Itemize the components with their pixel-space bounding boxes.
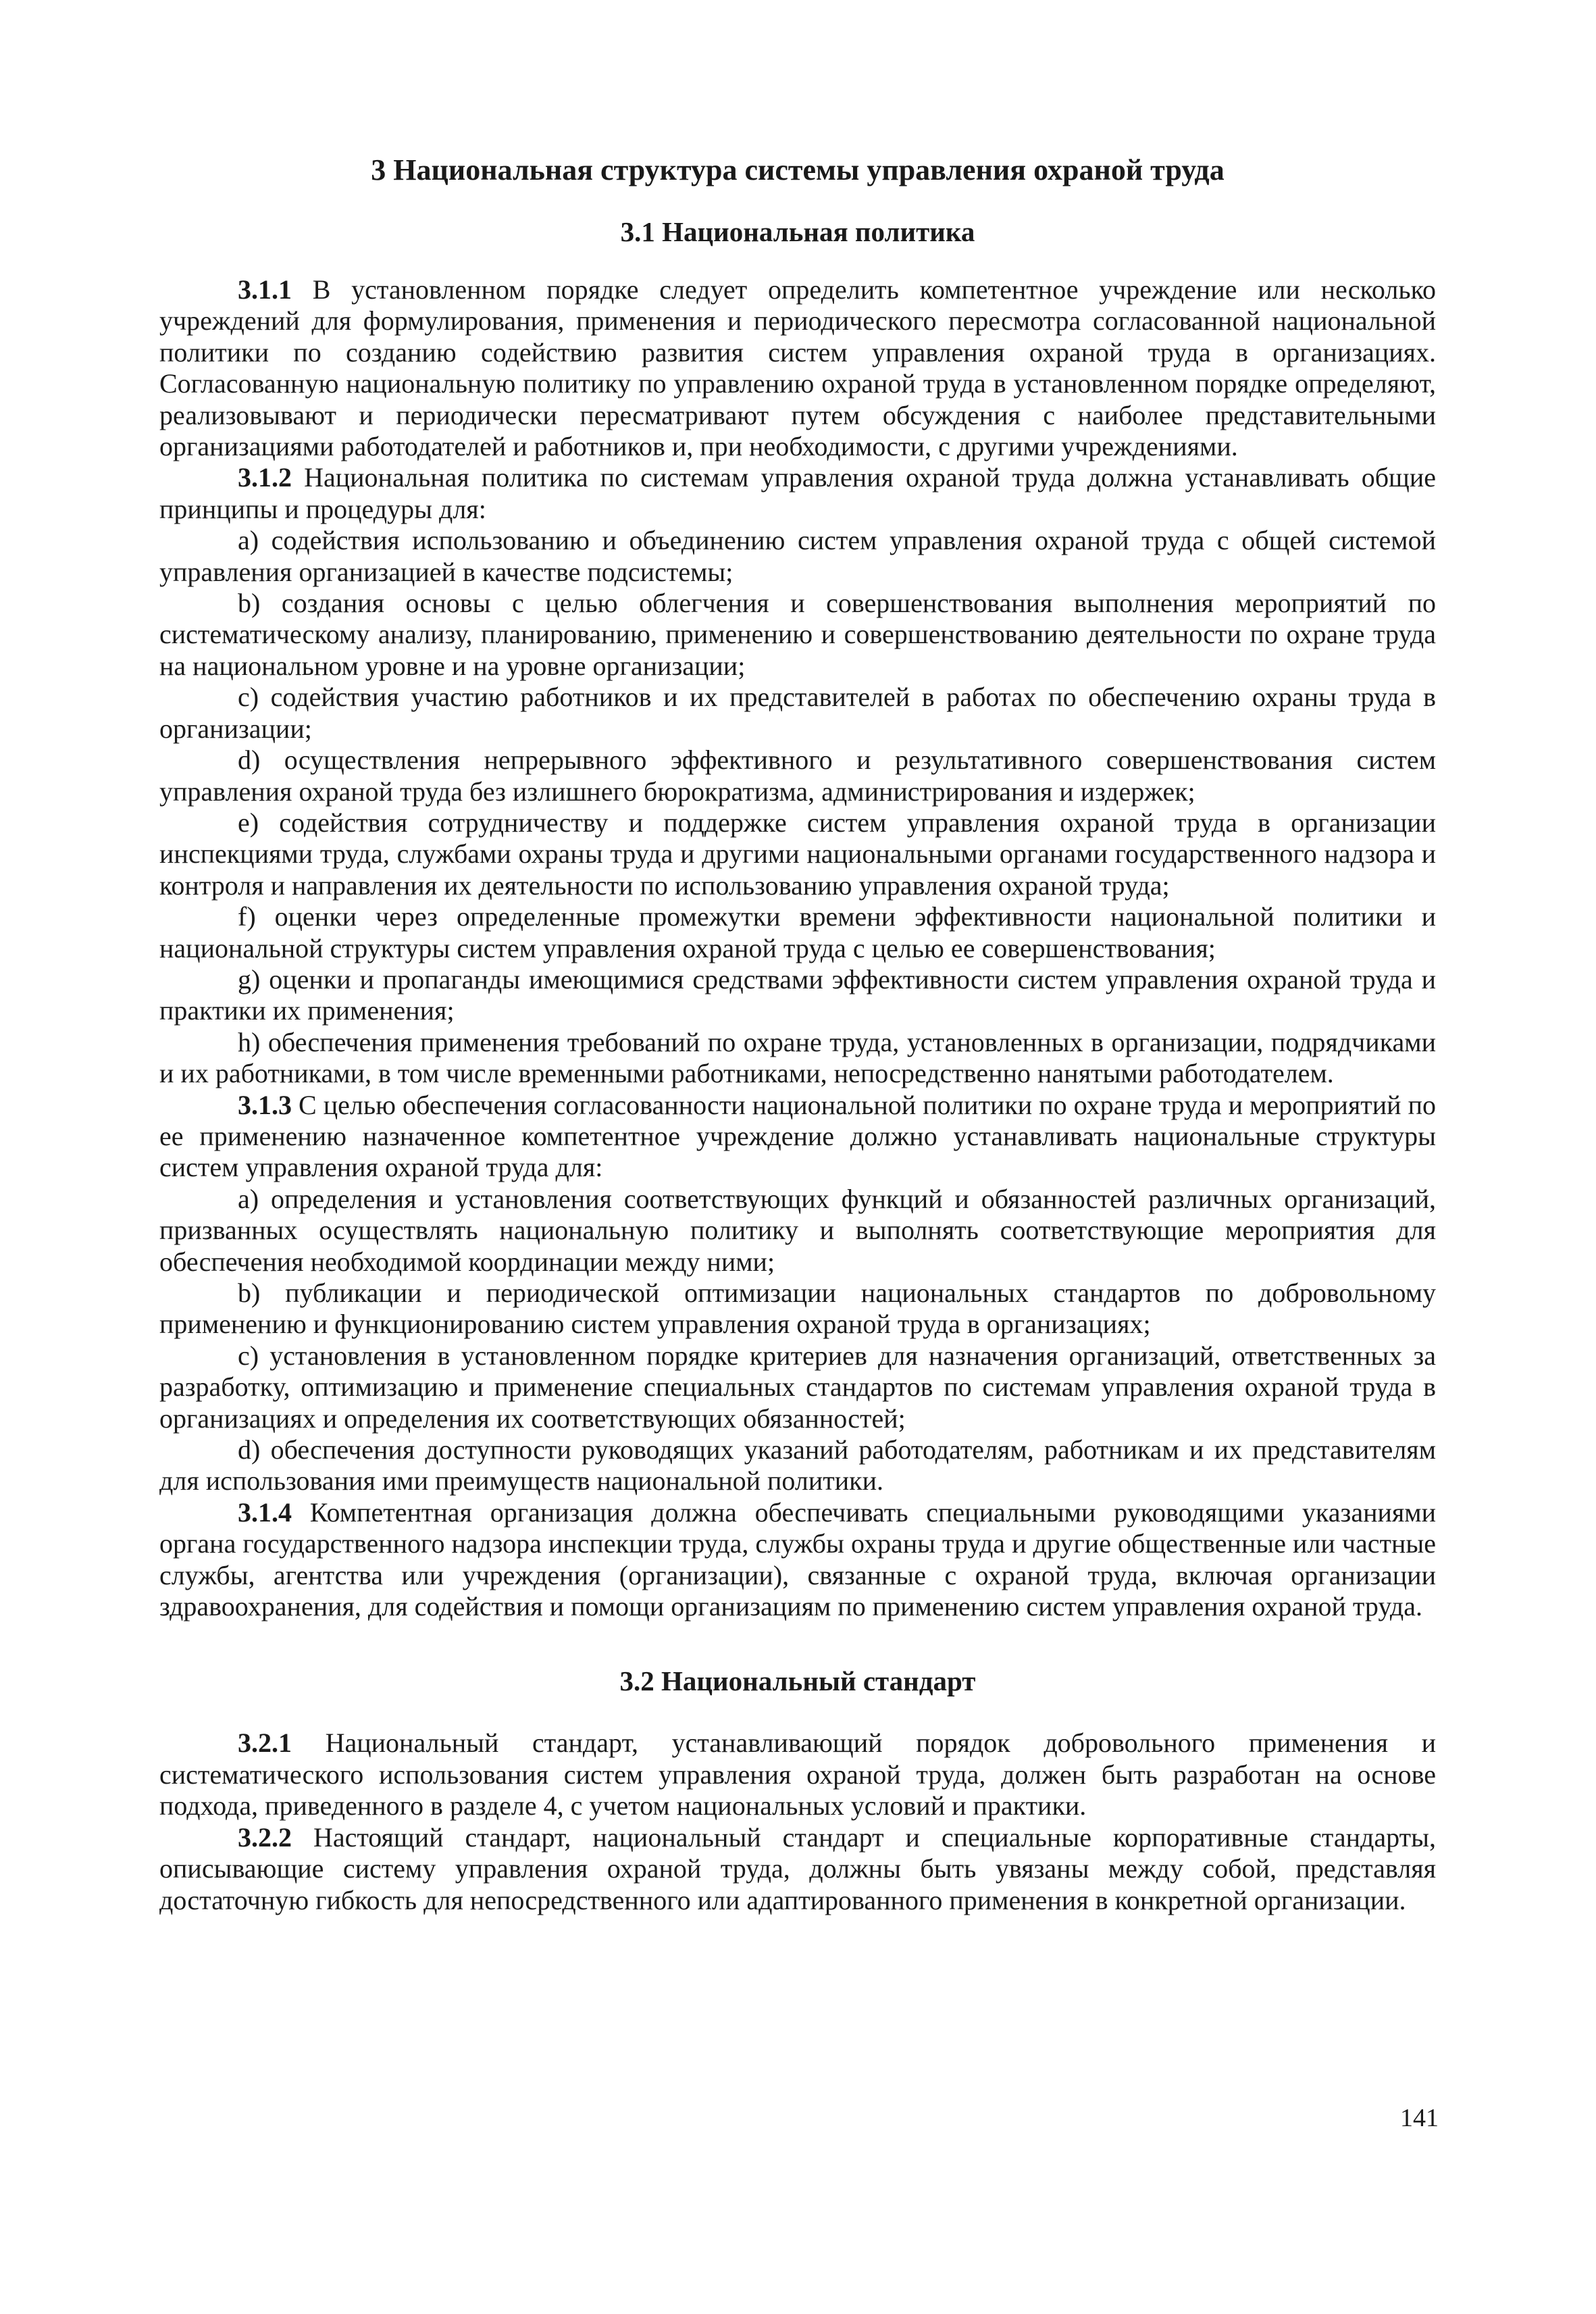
list-item-3-1-3-b: b) публикации и периодической оптимизации национальных стандартов по добровольному применению и функционированию систем управления охраной труда в организациях; xyxy=(159,1278,1436,1340)
clause-number: 3.1.2 xyxy=(238,462,292,493)
paragraph-3-1-1 xyxy=(159,274,1436,462)
list-item-3-1-2-e: e) содействия сотрудничеству и поддержке систем управления охраной труда в организации инспекциями труда, службами охраны труда и другими национальными органами государственного надзора и контроля и направления их деятельности по использованию управления охраной труда; xyxy=(159,807,1436,901)
paragraph-3-2-1 xyxy=(159,1728,1436,1821)
list-item-3-1-3-d: d) обеспечения доступности руководящих указаний работодателям, работникам и их представителям для использования ими преимуществ национальной политики. xyxy=(159,1434,1436,1496)
subsection-heading-3-2: 3.2 Национальный стандарт xyxy=(619,1665,976,1697)
clause-number: 3.2.1 xyxy=(238,1728,292,1759)
list-item-3-1-2-b: b) создания основы с целью облегчения и совершенствования выполнения мероприятий по систематическому анализу, планированию, применению и совершенствованию деятельности по охране труда на национальном уровне и на уровне организации; xyxy=(159,588,1436,681)
list-item-3-1-2-g: g) оценки и пропаганды имеющимися средствами эффективности систем управления охраной труда и практики их применения; xyxy=(159,963,1436,1026)
paragraph-3-2-2 xyxy=(159,1822,1436,1916)
list-item-3-1-2-c: c) содействия участию работников и их представителей в работах по обеспечению охраны труда в организации; xyxy=(159,682,1436,744)
subsection-heading-3-1: 3.1 Национальная политика xyxy=(620,216,975,247)
list-item-3-1-2-h: h) обеспечения применения требований по охране труда, установленных в организации, подрядчиками и их работниками, в том числе временными работниками, непосредственно нанятыми работодателем. xyxy=(159,1026,1436,1089)
paragraph-3-1-3 xyxy=(159,1090,1436,1184)
section-heading: 3 Национальная структура системы управления охраной труда xyxy=(371,153,1225,186)
list-item-3-1-2-d: d) осуществления непрерывного эффективного и результативного совершенствования систем управления охраной труда без излишнего бюрократизма, администрирования и издержек; xyxy=(159,745,1436,807)
paragraph-text: Национальный стандарт, устанавливающий порядок добровольного применения и систематического использования систем управления охраной труда, должен быть разработан на основе подхода, приведенного в разделе 4, с учетом национальных условий и практики. xyxy=(159,1728,1436,1821)
clause-number: 3.1.3 xyxy=(238,1089,292,1120)
list-item-3-1-2-f: f) оценки через определенные промежутки времени эффективности национальной политики и национальной структуры систем управления охраной труда с целью ее совершенствования; xyxy=(159,901,1436,963)
paragraph-text: Национальная политика по системам управления охраной труда должна устанавливать общие принципы и процедуры для: xyxy=(159,462,1436,524)
paragraph-3-1-4 xyxy=(159,1497,1436,1623)
list-item-3-1-2-a: a) содействия использованию и объединению систем управления охраной труда с общей системой управления организацией в качестве подсистемы; xyxy=(159,525,1436,587)
page-number: 141 xyxy=(1400,2104,1439,2132)
list-item-3-1-3-c: c) установления в установленном порядке критериев для назначения организаций, ответственных за разработку, оптимизацию и применение специальных стандартов по системам управления охраной труда в организациях и определения их соответствующих обязанностей; xyxy=(159,1340,1436,1434)
clause-number: 3.1.4 xyxy=(238,1496,292,1528)
paragraph-text: В установленном порядке следует определить компетентное учреждение или несколько учреждений для формулирования, применения и периодического пересмотра согласованной национальной политики по созданию содействию развития систем управления охраной труда в организациях. Согласованную национальную политику по управлению охраной труда в установленном порядке определяют, реализовывают и периодически пересматривают путем обсуждения с наиболее представительными организациями работодателей и работников и, при необходимости, с другими учреждениями. xyxy=(159,274,1436,462)
paragraph-text: Настоящий стандарт, национальный стандарт и специальные корпоративные стандарты, описывающие систему управления охраной труда, должны быть увязаны между собой, представляя достаточную гибкость для непосредственного или адаптированного применения в конкретной организации. xyxy=(159,1821,1436,1915)
paragraph-text: Компетентная организация должна обеспечивать специальными руководящими указаниями органа государственного надзора инспекции труда, службы охраны труда и другие общественные или частные службы, агентства или учреждения (организации), связанные с охраной труда, включая организации здравоохранения, для содействия и помощи организациям по применению систем управления охраной труда. xyxy=(159,1496,1436,1622)
list-item-3-1-3-a: a) определения и установления соответствующих функций и обязанностей различных организаций, призванных осуществлять национальную политику и выполнять соответствующие мероприятия для обеспечения необходимой координации между ними; xyxy=(159,1183,1436,1277)
clause-number: 3.1.1 xyxy=(238,274,292,305)
paragraph-text: С целью обеспечения согласованности национальной политики по охране труда и мероприятий по ее применению назначенное компетентное учреждение должно устанавливать национальные структуры систем управления охраной труда для: xyxy=(159,1089,1436,1183)
page-content xyxy=(159,153,1436,1916)
clause-number: 3.2.2 xyxy=(238,1821,292,1853)
paragraph-3-1-2 xyxy=(159,462,1436,525)
